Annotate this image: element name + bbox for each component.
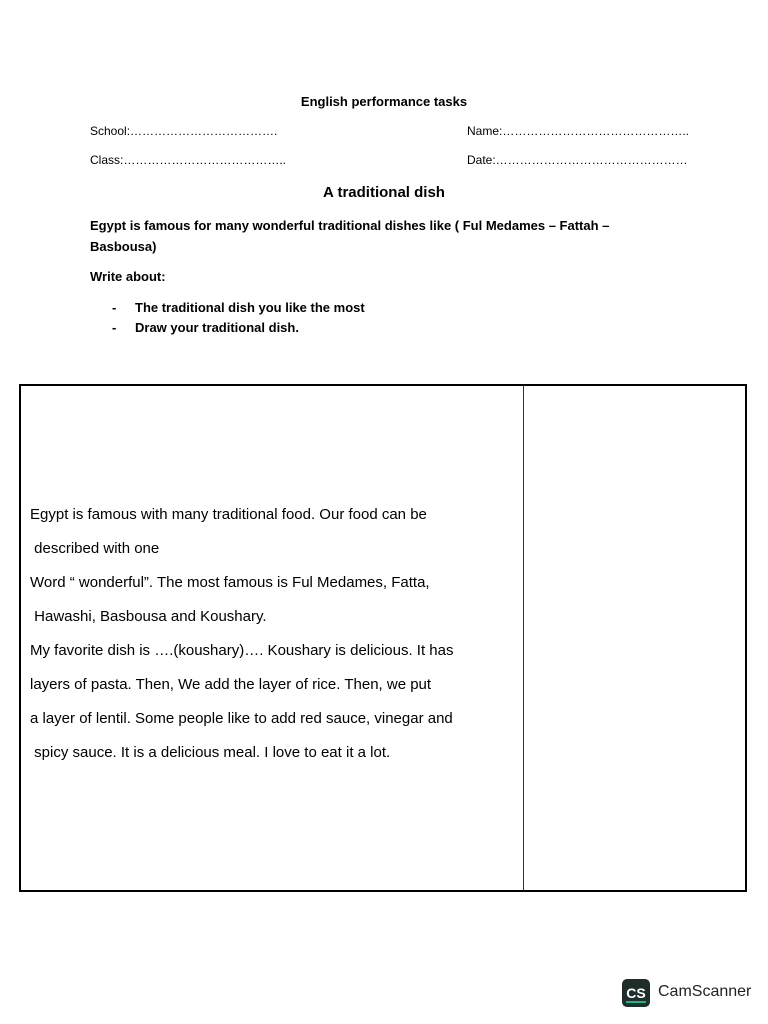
essay-line: Hawashi, Basbousa and Koushary. — [30, 608, 267, 625]
write-about-label: Write about: — [90, 269, 166, 284]
task-title: A traditional dish — [323, 184, 445, 201]
document-header-title: English performance tasks — [300, 94, 468, 109]
name-field: Name:……………………………………….. — [467, 124, 690, 138]
essay-line: spicy sauce. It is a delicious meal. I love to eat it a lot. — [30, 744, 391, 761]
school-field: School:………………………………. — [90, 124, 278, 138]
bullet-marker: - — [112, 320, 117, 335]
essay-line: My favorite dish is ….(koushary)…. Koushary is delicious. It has — [30, 642, 454, 659]
task-intro-line-1: Egypt is famous for many wonderful traditional dishes like ( Ful Medames – Fattah – — [90, 218, 610, 233]
task-intro-line-2: Basbousa) — [90, 239, 157, 254]
bullet-item-1: The traditional dish you like the most — [135, 300, 365, 315]
bullet-item-2: Draw your traditional dish. — [135, 320, 299, 335]
essay-line: a layer of lentil. Some people like to add red sauce, vinegar and — [30, 710, 453, 727]
date-field: Date:………………………………………… — [467, 153, 688, 167]
bullet-marker: - — [112, 300, 117, 315]
camscanner-watermark: CamScanner — [658, 983, 752, 1000]
essay-line: Egypt is famous with many traditional food. Our food can be — [30, 506, 427, 523]
answer-box-divider — [523, 386, 524, 890]
essay-line: Word “ wonderful”. The most famous is Ful Medames, Fatta, — [30, 574, 430, 591]
class-field: Class:………………………………….. — [90, 153, 287, 167]
essay-line: described with one — [30, 540, 160, 557]
essay-line: layers of pasta. Then, We add the layer of rice. Then, we put — [30, 676, 432, 693]
answer-box — [19, 384, 747, 892]
camscanner-logo-icon: CS — [622, 979, 650, 1007]
